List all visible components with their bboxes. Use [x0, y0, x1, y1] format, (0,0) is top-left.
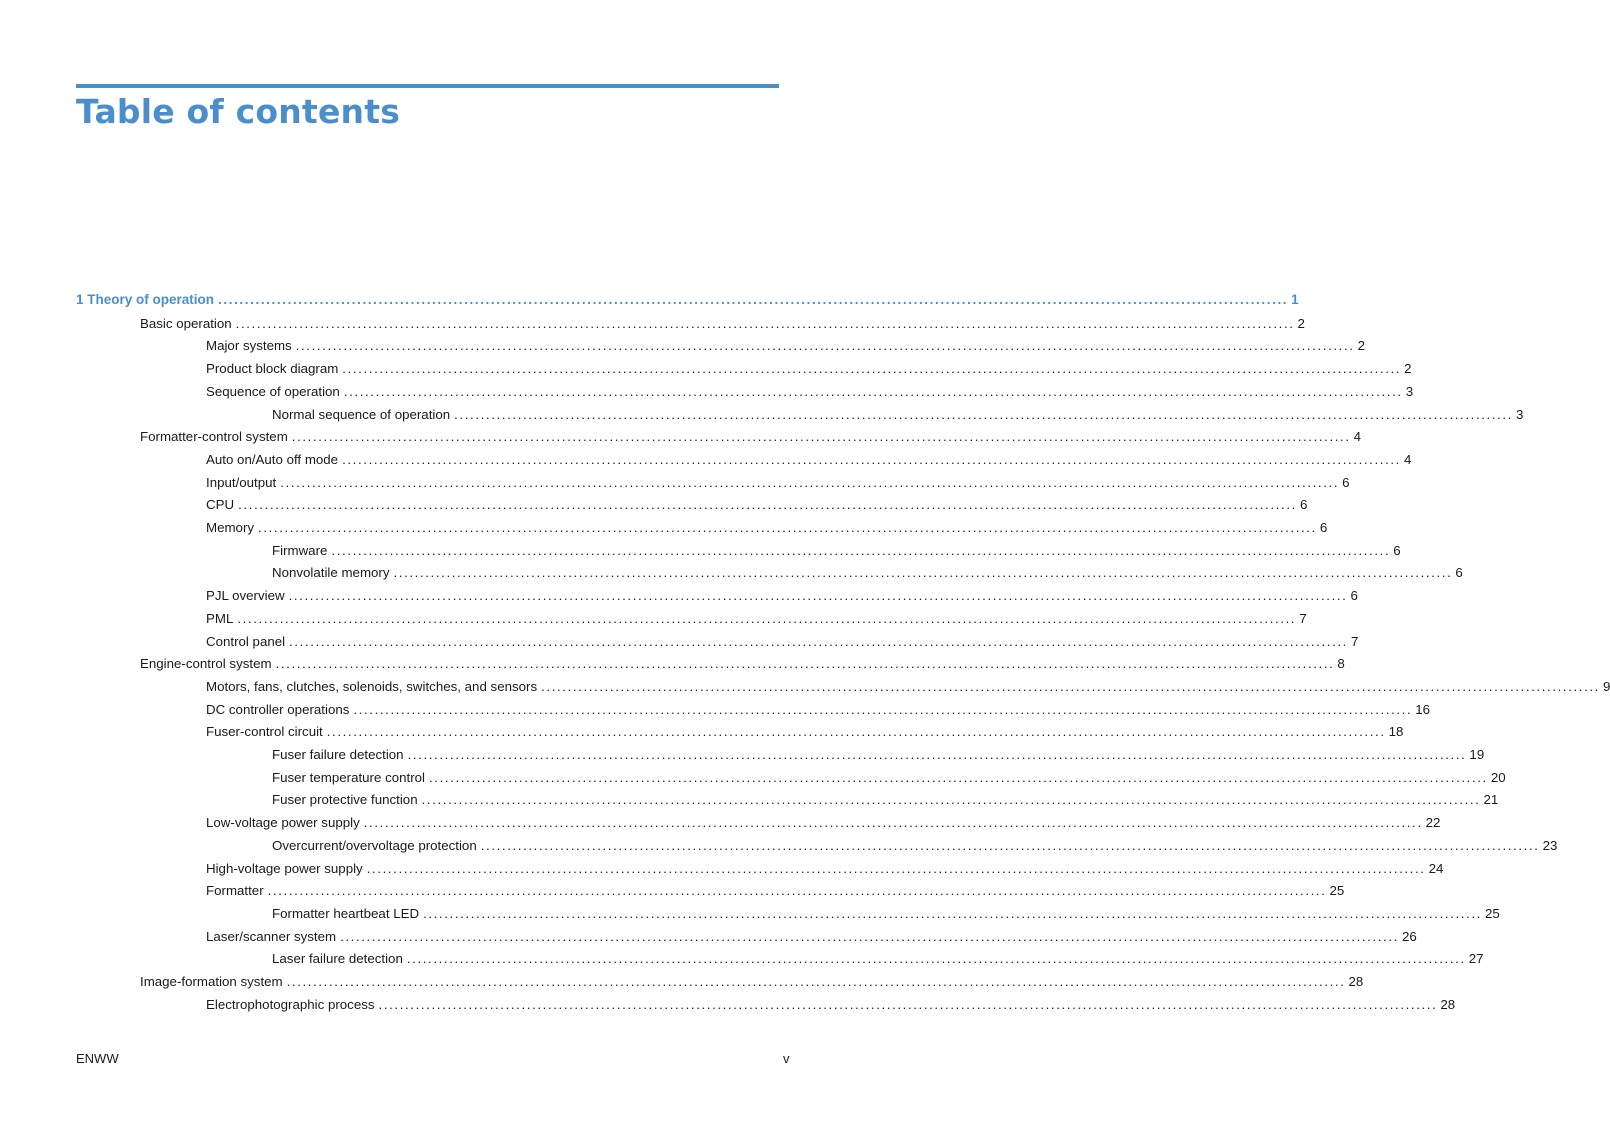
toc-page-number: 24 [1428, 860, 1444, 876]
toc-entry-label: Overcurrent/overvoltage protection [272, 837, 477, 853]
toc-entry[interactable] [206, 361, 1412, 383]
toc-entry[interactable] [206, 520, 1328, 542]
title-rule [76, 84, 779, 88]
toc-entry[interactable] [272, 406, 1524, 429]
toc-entry[interactable] [272, 837, 1558, 860]
dot-leader: ........................................................................................................................................................................................................ [289, 633, 1348, 649]
toc-entry[interactable] [140, 315, 1305, 338]
toc-page-number: 7 [1350, 633, 1359, 649]
toc-page-number: 6 [1299, 497, 1308, 513]
dot-leader: ........................................................................................................................................................................................................ [258, 520, 1317, 535]
toc-entry-label: Auto on/Auto off mode [206, 451, 339, 467]
toc-entry[interactable] [206, 383, 1414, 406]
toc-page-number: 20 [1490, 769, 1506, 785]
toc-entry[interactable] [206, 451, 1412, 474]
toc-page-number: 18 [1388, 724, 1404, 740]
toc-entry-label: Fuser protective function [272, 792, 418, 808]
dot-leader: ........................................................................................................................................................................................................ [480, 837, 1540, 853]
toc-page-number: 21 [1483, 792, 1499, 808]
toc-entry[interactable] [272, 747, 1485, 769]
dot-leader: ........................................................................................................................................................................................................ [235, 315, 1295, 331]
dot-leader: ........................................................................................................................................................................................................ [326, 724, 1386, 740]
dot-leader: ........................................................................................................................................................................................................ [406, 951, 1466, 967]
toc-entry[interactable] [140, 974, 1364, 996]
toc-entry[interactable] [272, 951, 1484, 973]
toc-page-number: 25 [1484, 905, 1500, 921]
dot-leader: ........................................................................................................................................................................................................ [342, 451, 1401, 467]
toc-entry-label: DC controller operations [206, 701, 350, 717]
toc-entry[interactable] [206, 724, 1404, 746]
toc-entry[interactable] [206, 338, 1365, 360]
dot-leader: ........................................................................................................................................................................................................ [378, 996, 1438, 1012]
toc-entry-label: Firmware [272, 542, 328, 558]
toc-page-number: 6 [1350, 588, 1358, 604]
dot-leader: ........................................................................................................................................................................................................ [218, 292, 1289, 307]
toc-page-number: 6 [1319, 520, 1328, 535]
toc-entry-label: Product block diagram [206, 361, 339, 377]
toc-page-number: 6 [1342, 474, 1350, 490]
toc-entry[interactable] [206, 883, 1345, 905]
toc-entry-label: Memory [206, 520, 255, 535]
dot-leader: ........................................................................................................................................................................................................ [280, 474, 1340, 490]
dot-leader: ........................................................................................................................................................................................................ [291, 429, 1351, 445]
dot-leader: ........................................................................................................................................................................................................ [343, 383, 1403, 399]
toc-page-number: 22 [1425, 815, 1441, 831]
dot-leader: ........................................................................................................................................................................................................ [428, 769, 1488, 785]
toc-page-number: 25 [1329, 883, 1345, 899]
toc-entry-label: Basic operation [140, 315, 232, 331]
dot-leader: ........................................................................................................................................................................................................ [421, 792, 1481, 808]
toc-page-number: 2 [1404, 361, 1412, 377]
page-title: Table of contents [76, 92, 401, 131]
toc-page-number: 3 [1516, 406, 1524, 422]
toc-page-number: 3 [1405, 383, 1414, 399]
toc-entry-label: Control panel [206, 633, 286, 649]
toc-entry-label: Formatter [206, 883, 264, 899]
toc-entry-label: Image-formation system [140, 974, 283, 989]
toc-page-number: 2 [1297, 315, 1305, 331]
dot-leader: ........................................................................................................................................................................................................ [366, 860, 1426, 876]
toc-entry-label: Motors, fans, clutches, solenoids, switches, and sensors [206, 678, 538, 694]
toc-entry[interactable] [206, 678, 1610, 701]
toc-entry-label: Formatter heartbeat LED [272, 905, 420, 921]
toc-entry-label: Low-voltage power supply [206, 815, 360, 831]
toc-entry[interactable] [206, 497, 1308, 519]
toc-entry[interactable] [206, 588, 1358, 610]
dot-leader: ........................................................................................................................................................................................................ [342, 361, 1402, 377]
dot-leader: ........................................................................................................................................................................................................ [288, 588, 1348, 604]
dot-leader: ........................................................................................................................................................................................................ [353, 701, 1413, 717]
toc-page-number: 23 [1542, 837, 1558, 853]
toc-entry[interactable] [272, 792, 1499, 814]
dot-leader: ........................................................................................................................................................................................................ [286, 974, 1346, 989]
toc-entry[interactable] [206, 474, 1350, 497]
dot-leader: ........................................................................................................................................................................................................ [423, 905, 1482, 921]
toc-entry[interactable] [206, 633, 1359, 656]
toc-entry[interactable] [206, 815, 1441, 837]
toc-page-number: 26 [1401, 928, 1417, 944]
toc-entry-label: Fuser failure detection [272, 747, 404, 762]
toc-page-number: 19 [1469, 747, 1485, 762]
toc-entry-label: High-voltage power supply [206, 860, 363, 876]
toc-entry-label: PML [206, 610, 234, 626]
toc-page-number: 2 [1357, 338, 1365, 354]
toc-entry-label: Formatter-control system [140, 429, 288, 445]
dot-leader: ........................................................................................................................................................................................................ [331, 542, 1391, 558]
dot-leader: ........................................................................................................................................................................................................ [393, 565, 1453, 581]
toc-page-number: 16 [1415, 701, 1431, 717]
toc-page-number: 8 [1337, 656, 1345, 672]
toc-page-number: 27 [1468, 951, 1484, 967]
toc-entry-label: PJL overview [206, 588, 285, 604]
dot-leader: ........................................................................................................................................................................................................ [363, 815, 1423, 831]
toc-entry-label: Laser/scanner system [206, 928, 337, 944]
toc-entry-label: Engine-control system [140, 656, 272, 672]
toc-entry[interactable] [272, 565, 1463, 587]
toc-page-number: 28 [1348, 974, 1364, 989]
toc-page-number: 7 [1299, 610, 1307, 626]
toc-entry[interactable] [206, 701, 1431, 724]
dot-leader: ........................................................................................................................................................................................................ [267, 883, 1327, 899]
toc-entry-label: Input/output [206, 474, 277, 490]
toc-entry-label: Normal sequence of operation [272, 406, 451, 422]
toc-chapter-label: 1 Theory of operation [76, 292, 215, 307]
toc-entry-label: Major systems [206, 338, 292, 354]
toc-page-number: 4 [1353, 429, 1362, 445]
toc-chapter-1[interactable] [76, 292, 1299, 314]
toc-entry[interactable] [140, 429, 1362, 451]
toc-entry-label: Electrophotographic process [206, 996, 375, 1012]
toc-entry-label: Laser failure detection [272, 951, 403, 967]
toc-page-number: 9 [1602, 678, 1610, 694]
toc-entry[interactable] [272, 542, 1401, 565]
toc-entry[interactable] [206, 860, 1444, 883]
toc-page-number: 4 [1403, 451, 1412, 467]
dot-leader: ........................................................................................................................................................................................................ [237, 610, 1297, 626]
toc-entry-label: Sequence of operation [206, 383, 340, 399]
toc-page-number: 6 [1455, 565, 1463, 581]
toc-entry[interactable] [272, 769, 1506, 792]
footer-left: ENWW [76, 1051, 119, 1066]
toc-entry[interactable] [140, 656, 1345, 678]
dot-leader: ........................................................................................................................................................................................................ [238, 497, 1297, 513]
toc-entry-label: CPU [206, 497, 235, 513]
dot-leader: ........................................................................................................................................................................................................ [340, 928, 1399, 944]
dot-leader: ........................................................................................................................................................................................................ [541, 678, 1600, 694]
toc-entry-label: Fuser temperature control [272, 769, 425, 785]
toc-entry[interactable] [206, 996, 1456, 1019]
dot-leader: ........................................................................................................................................................................................................ [275, 656, 1335, 672]
toc-page-number: 28 [1440, 996, 1456, 1012]
footer-page-number: v [783, 1051, 790, 1066]
toc-page-number: 1 [1291, 292, 1299, 307]
toc-entry[interactable] [206, 610, 1307, 633]
dot-leader: ........................................................................................................................................................................................................ [407, 747, 1467, 762]
dot-leader: ........................................................................................................................................................................................................ [295, 338, 1355, 354]
dot-leader: ........................................................................................................................................................................................................ [454, 406, 1513, 422]
toc-entry[interactable] [206, 928, 1417, 951]
toc-entry[interactable] [272, 905, 1500, 928]
toc-entry-label: Fuser-control circuit [206, 724, 323, 740]
toc-entry-label: Nonvolatile memory [272, 565, 390, 581]
toc-page-number: 6 [1393, 542, 1401, 558]
